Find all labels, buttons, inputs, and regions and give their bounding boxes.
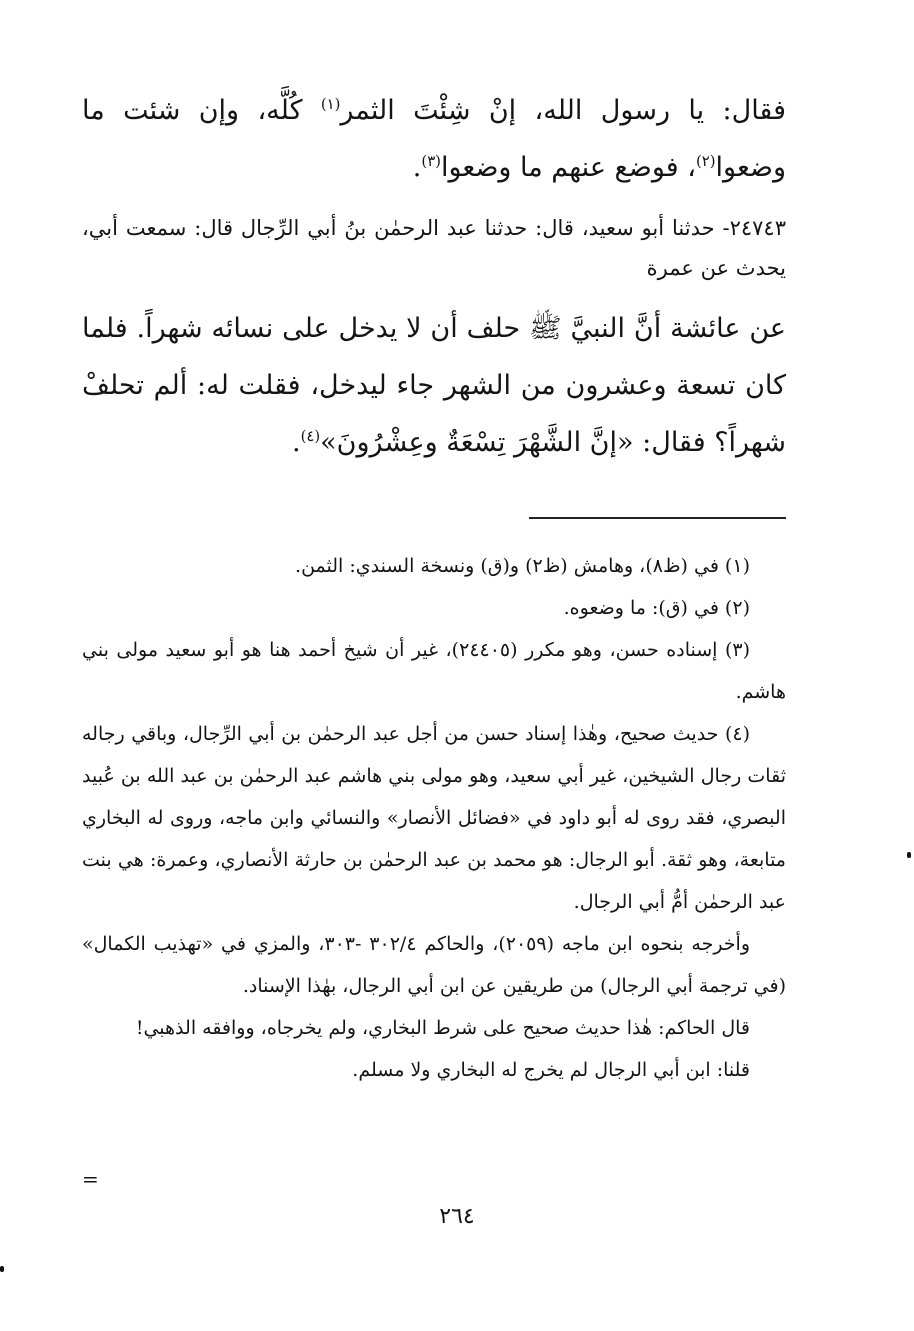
main-text-c: ، فوضع عنهم ما وضعوا — [440, 152, 696, 183]
page-number: ٢٦٤ — [439, 1204, 475, 1229]
footnote-3: (٣) إسناده حسن، وهو مكرر (٢٤٤٠٥)، غير أن شيخ أحمد هنا هو أبو سعيد مولى بني هاشم. — [82, 639, 786, 703]
footnote-2: (٢) في (ق): ما وضعوه. — [563, 597, 750, 619]
continuation-mark: = — [82, 1167, 99, 1191]
main-text-line1 — [82, 82, 786, 196]
footnote-separator — [529, 517, 786, 519]
scan-speck — [907, 852, 911, 858]
footnote-4-hakim: قال الحاكم: هٰذا حديث صحيح على شرط البخاري، ولم يخرجاه، ووافقه الذهبي! — [135, 1017, 750, 1039]
footnote-ref-3: (٣) — [421, 152, 441, 170]
main-text-dot: . — [412, 152, 422, 183]
footnote-ref-1: (١) — [320, 95, 341, 113]
isnad-paragraph: ٢٤٧٤٣- حدثنا أبو سعيد، قال: حدثنا عبد الرحمٰن بنُ أبي الرِّجال قال: سمعت أبي، يحدث عن عمرة — [82, 216, 786, 280]
hadith-dot: . — [291, 427, 301, 458]
footnote-1: (١) في (ظ٨)، وهامش (ظ٢) و(ق) ونسخة السندي: الثمن. — [295, 555, 750, 577]
footnote-4-comment: قلنا: ابن أبي الرجال لم يخرج له البخاري ولا مسلم. — [352, 1059, 750, 1081]
footnote-4: (٤) حديث صحيح، وهٰذا إسناد حسن من أجل عبد الرحمٰن بن أبي الرِّجال، وباقي رجاله ثقات رجال الشيخين، غير أبي سعيد، وهو مولى بني هاشم عبد الرحمٰن بن عبد الله بن عُبيد البصري، فقد روى له أبو داود في «فضائل الأنصار» والنسائي وابن ماجه، وروى له البخاري متابعة، وهو ثقة. أبو الرجال: هو محمد بن عبد الرحمٰن بن حارثة الأنصاري، وعمرة: هي بنت عبد الرحمٰن أمُّ أبي الرجال. — [82, 723, 786, 913]
main-text-b: كُلَّه، وإن شئت ما وضعوا — [82, 95, 786, 183]
footnotes-block — [82, 545, 786, 1091]
hadith-paragraph — [82, 300, 786, 471]
scan-speck — [0, 1266, 4, 1272]
hadith-text: عن عائشة أنَّ النبيَّ ﷺ حلف أن لا يدخل على نسائه شهراً. فلما كان تسعة وعشرون من الشهر جاء ليدخل، فقلت له: ألم تحلفْ شهراً؟ فقال: «إنَّ الشَّهْرَ تِسْعَةٌ وعِشْرُونَ» — [82, 313, 786, 458]
page-body — [82, 82, 786, 471]
footnote-ref-2: (٢) — [695, 152, 716, 170]
footnote-4-sources: وأخرجه بنحوه ابن ماجه (٢٠٥٩)، والحاكم ٣٠٢/٤ -٣٠٣، والمزي في «تهذيب الكمال» (في ترجمة أبي الرجال) من طريقين عن ابن أبي الرجال، بهٰذا الإسناد. — [82, 933, 786, 997]
main-text-a: فقال: يا رسول الله، إنْ شِئْتَ الثمر — [340, 95, 786, 126]
footnote-ref-4: (٤) — [300, 427, 321, 445]
